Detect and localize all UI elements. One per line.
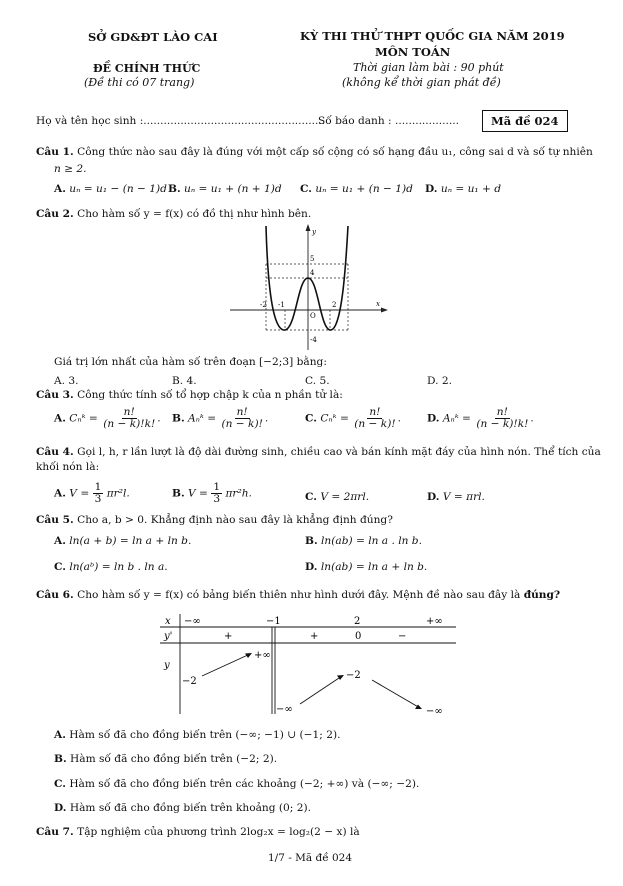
q2-option-c: C. 5. xyxy=(305,375,330,387)
official-label: ĐỀ CHÍNH THỨC xyxy=(93,62,201,75)
graph-label-m4: -4 xyxy=(310,336,317,344)
q6-option-d: D. Hàm số đã cho đồng biến trên khoảng (0; 2). xyxy=(54,802,311,814)
q1-option-d: D. uₙ = u₁ + d xyxy=(425,183,502,195)
student-id-label: Số báo danh : ................... xyxy=(318,115,459,127)
question-2-prompt: Giá trị lớn nhất của hàm số trên đoạn [−2;3] bằng: xyxy=(54,356,327,368)
q4-option-d: D. V = πrl. xyxy=(427,491,485,503)
graph-label-2: 2 xyxy=(332,301,337,309)
graph-label-x: x xyxy=(376,300,380,308)
question-6-text: Cho hàm số y = f(x) có bảng biến thiên như hình dưới đây. Mệnh đề nào sau đây là xyxy=(77,589,521,601)
question-1-text-cont: n ≥ 2. xyxy=(54,163,87,175)
svg-text:−2: −2 xyxy=(346,670,361,681)
q5-option-b: B. ln(ab) = ln a . ln b. xyxy=(305,535,422,547)
question-5-label: Câu 5. xyxy=(36,514,74,526)
question-7-label: Câu 7. xyxy=(36,826,74,838)
y-axis-arrow xyxy=(306,224,311,231)
q4-option-c: C. V = 2πrl. xyxy=(305,491,370,503)
student-name-label: Họ và tên học sinh :...................................................... xyxy=(36,115,326,127)
svg-text:+∞: +∞ xyxy=(426,616,443,627)
q5-option-c: C. ln(aᵇ) = ln b . ln a. xyxy=(54,561,168,573)
svg-text:+: + xyxy=(224,631,233,642)
question-3-label: Câu 3. xyxy=(36,389,74,401)
question-3 xyxy=(36,389,343,401)
variation-table xyxy=(158,612,458,716)
exam-title: KỲ THI THỬ THPT QUỐC GIA NĂM 2019 xyxy=(300,29,565,43)
question-1 xyxy=(36,146,593,158)
q6-option-b: B. Hàm số đã cho đồng biến trên (−2; 2). xyxy=(54,753,278,765)
question-4-text: Gọi l, h, r lần lượt là độ dài đường sinh, chiều cao và bán kính mặt đáy của hình nón. Thể tích của xyxy=(77,446,601,458)
page-count: (Đề thi có 07 trang) xyxy=(84,76,195,89)
subject-title: MÔN TOÁN xyxy=(375,45,451,59)
question-4-text-cont: khối nón là: xyxy=(36,461,100,473)
q3-option-b: B. Aₙᵏ = $\frac{n!}{(n - k)!}$ . xyxy=(172,406,269,431)
question-1-text: Công thức nào sau đây là đúng với một cấp số cộng có số hạng đầu u₁, công sai d và số tự nhiên xyxy=(77,146,593,158)
graph-label-m1: -1 xyxy=(278,301,285,309)
svg-text:−2: −2 xyxy=(182,676,197,687)
question-2-text: Cho hàm số y = f(x) có đồ thị như hình bên. xyxy=(77,208,312,220)
q6-option-a: A. Hàm số đã cho đồng biến trên (−∞; −1) ∪ (−1; 2). xyxy=(54,729,341,741)
question-4-label: Câu 4. xyxy=(36,446,74,458)
svg-text:0: 0 xyxy=(355,631,362,642)
q4-option-b: B. V = $\frac{1}{3}$ πr²h. xyxy=(172,481,252,506)
question-5 xyxy=(36,514,393,526)
svg-text:+∞: +∞ xyxy=(254,650,271,661)
function-graph xyxy=(230,222,390,352)
question-2 xyxy=(36,208,311,220)
svg-text:y': y' xyxy=(164,631,173,642)
svg-text:−∞: −∞ xyxy=(184,616,201,627)
question-6-emphasis: đúng? xyxy=(523,589,561,601)
graph-label-4: 4 xyxy=(310,269,315,277)
q1-option-b: B. uₙ = u₁ + (n + 1)d xyxy=(168,183,282,195)
q5-option-a: A. ln(a + b) = ln a + ln b. xyxy=(54,535,192,547)
svg-text:+: + xyxy=(310,631,319,642)
svg-text:−∞: −∞ xyxy=(276,704,293,715)
svg-text:−1: −1 xyxy=(266,616,281,627)
question-3-text: Công thức tính số tổ hợp chập k của n phần tử là: xyxy=(77,389,343,401)
x-axis-arrow xyxy=(381,308,388,313)
q4-option-a: A. V = $\frac{1}{3}$ πr²l. xyxy=(54,481,130,506)
graph-label-m2: -2 xyxy=(260,301,267,309)
q2-option-a: A. 3. xyxy=(54,375,79,387)
q2-option-d: D. 2. xyxy=(427,375,452,387)
graph-label-y: y xyxy=(312,228,316,236)
question-4 xyxy=(36,446,601,458)
question-5-text: Cho a, b > 0. Khẳng định nào sau đây là khẳng định đúng? xyxy=(77,514,393,526)
department-name: SỞ GD&ĐT LÀO CAI xyxy=(88,30,218,44)
question-1-label: Câu 1. xyxy=(36,146,74,158)
exam-time-note: (không kể thời gian phát đề) xyxy=(342,76,501,89)
q5-option-d: D. ln(ab) = ln a + ln b. xyxy=(305,561,428,573)
q1-option-a: A. uₙ = u₁ − (n − 1)d xyxy=(54,183,167,195)
svg-text:−: − xyxy=(398,631,407,642)
q1-option-c: C. uₙ = u₁ + (n − 1)d xyxy=(300,183,413,195)
svg-text:y: y xyxy=(164,660,170,671)
exam-time: Thời gian làm bài : 90 phút xyxy=(353,61,504,74)
graph-label-5: 5 xyxy=(310,255,315,263)
q6-option-c: C. Hàm số đã cho đồng biến trên các khoảng (−2; +∞) và (−∞; −2). xyxy=(54,778,420,790)
question-7-text: Tập nghiệm của phương trình 2log₂x = log₂(2 − x) là xyxy=(77,826,360,838)
svg-text:−∞: −∞ xyxy=(426,706,443,716)
svg-text:2: 2 xyxy=(354,616,361,627)
question-7 xyxy=(36,826,360,838)
exam-code-box: Mã đề 024 xyxy=(482,110,568,132)
question-2-label: Câu 2. xyxy=(36,208,74,220)
question-6-label: Câu 6. xyxy=(36,589,74,601)
graph-label-origin: O xyxy=(310,312,316,320)
question-6 xyxy=(36,589,560,601)
q2-option-b: B. 4. xyxy=(172,375,197,387)
q3-option-d: D. Aₙᵏ = $\frac{n!}{(n - k)!k!}$ . xyxy=(427,406,534,431)
q3-option-c: C. Cₙᵏ = $\frac{n!}{(n - k)!}$ . xyxy=(305,406,401,431)
q3-option-a: A. Cₙᵏ = $\frac{n!}{(n - k)!k!}$ . xyxy=(54,406,161,431)
svg-text:x: x xyxy=(165,616,171,627)
page-footer: 1/7 - Mã đề 024 xyxy=(268,852,353,864)
